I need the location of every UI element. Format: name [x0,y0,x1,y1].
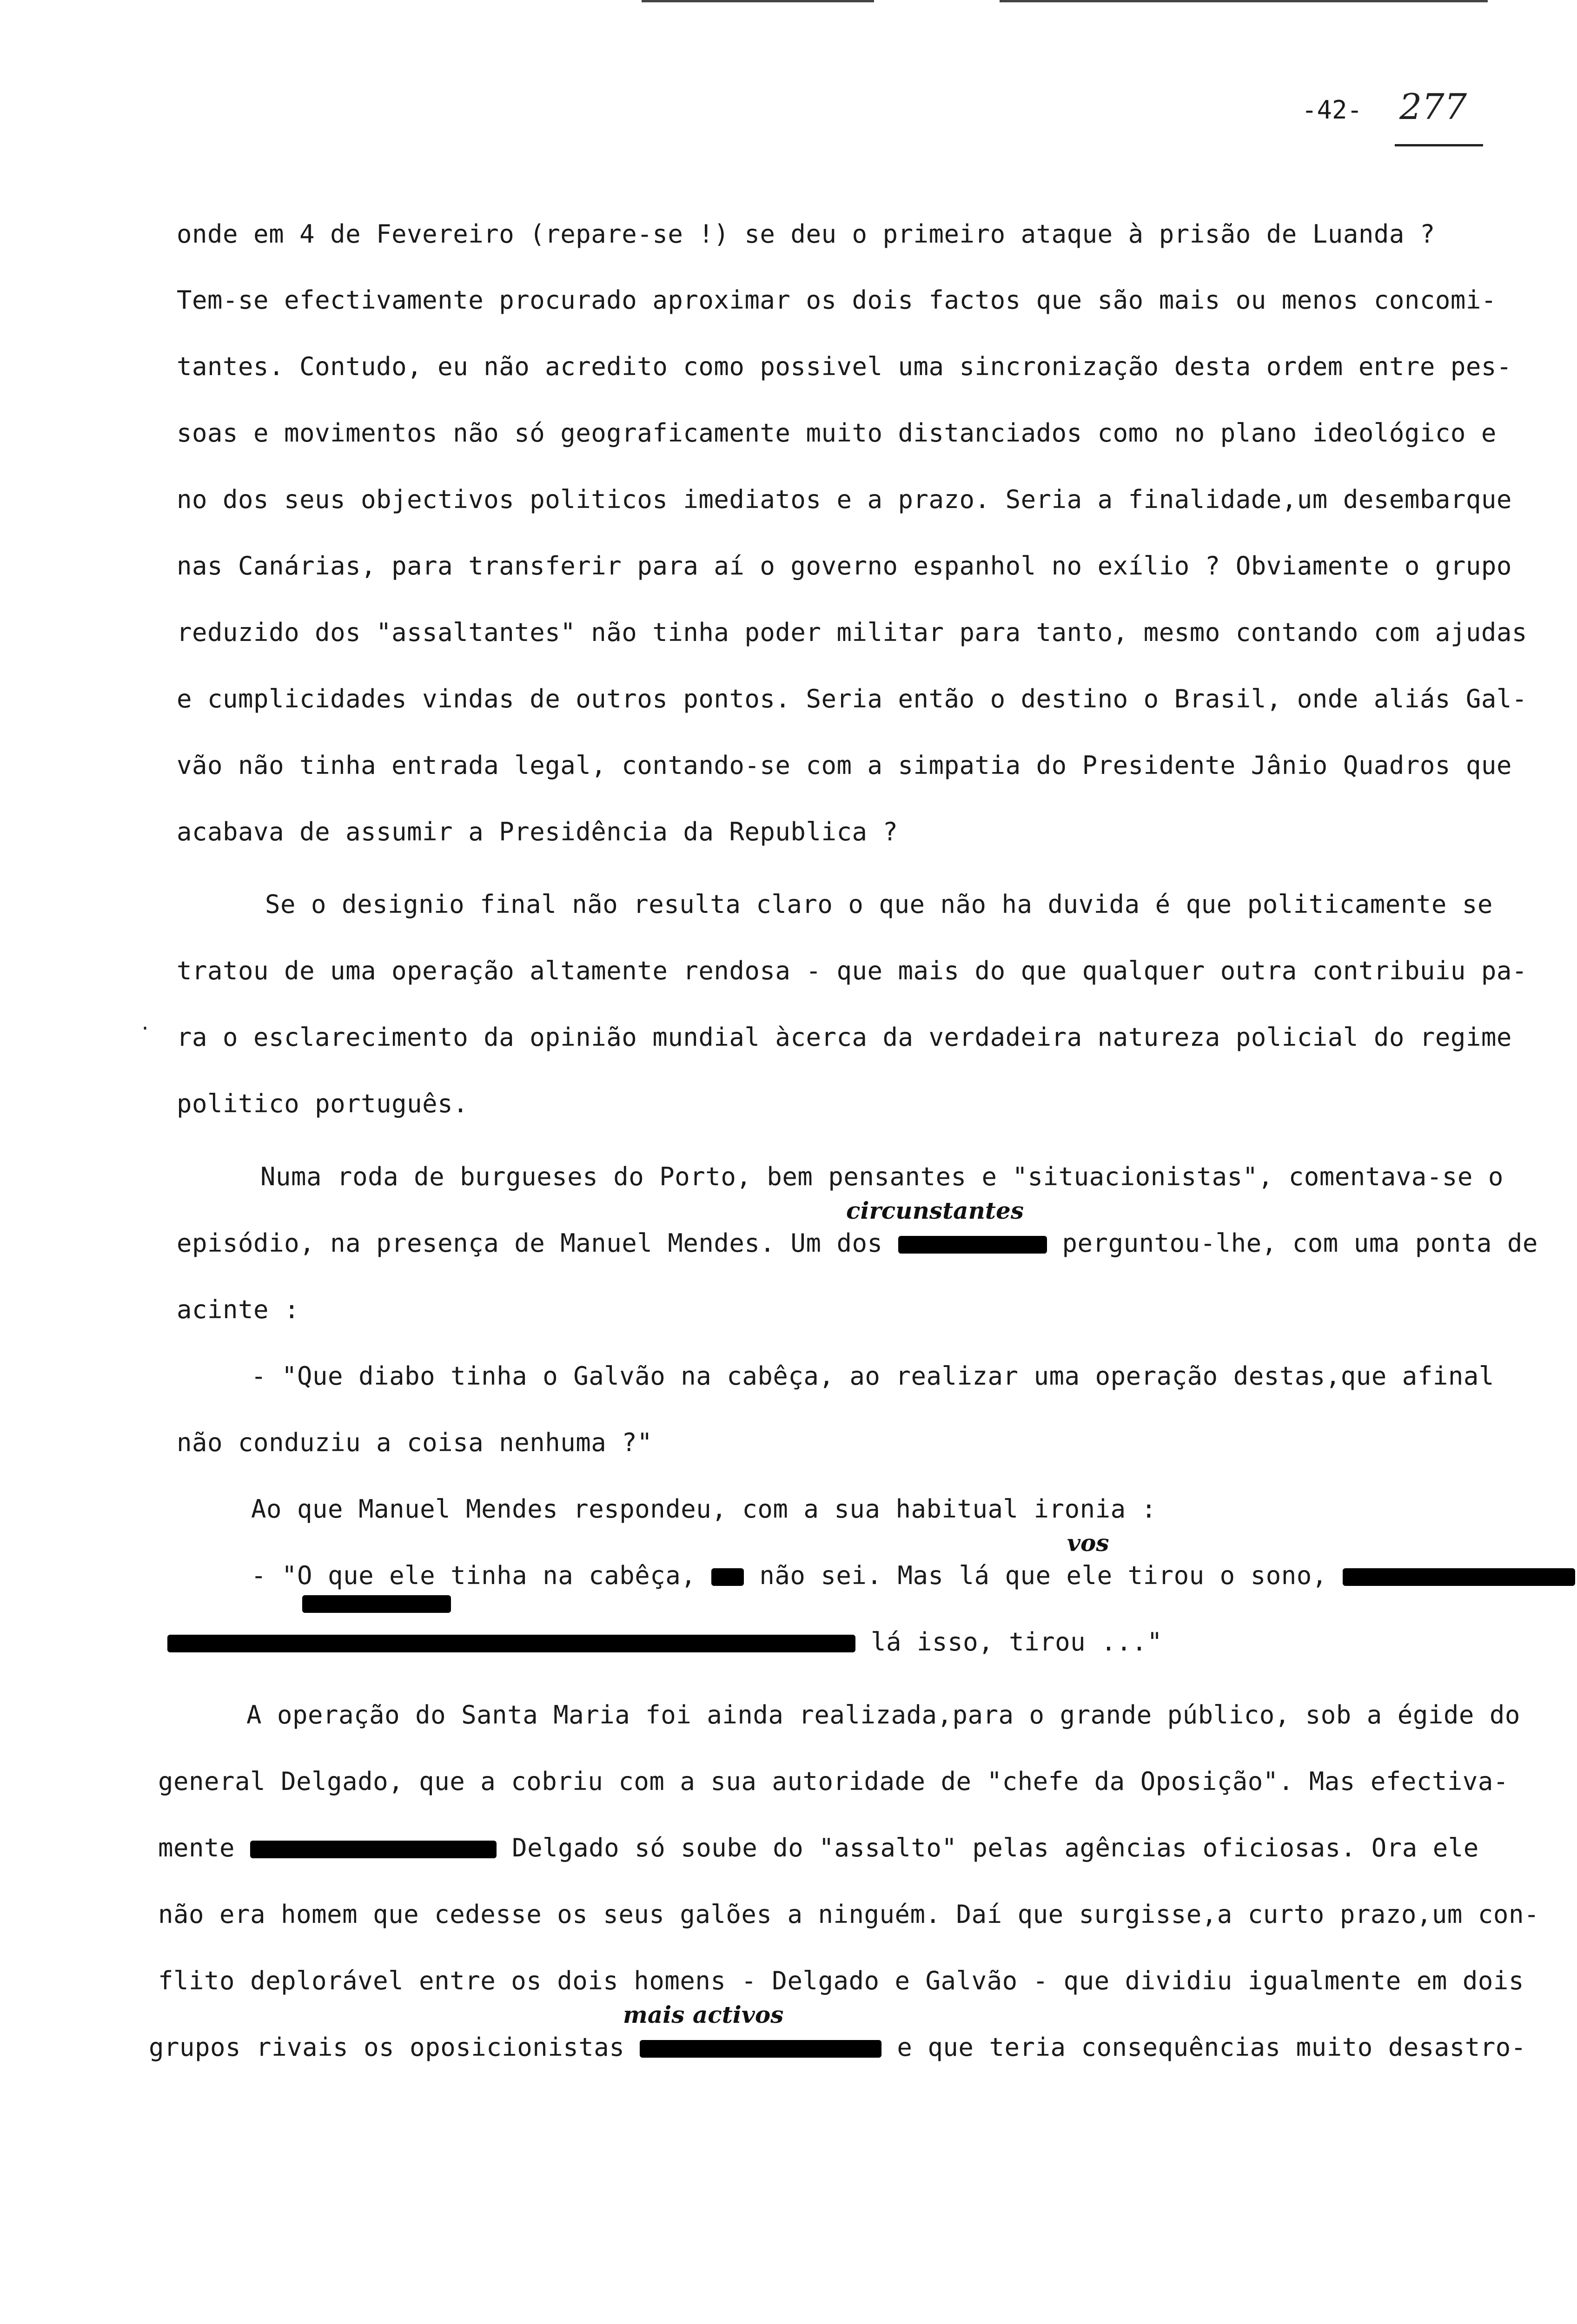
text-segment: não sei. Mas lá que ele [759,1561,1113,1590]
text-line: tratou de uma operação altamente rendosa - que mais do que qualquer outra contribuiu pa- [177,956,1527,985]
text-line [158,1833,1479,1862]
text-segment: episódio, na presença de Manuel Mendes. Um dos [177,1228,883,1258]
redaction-bar [250,1841,497,1858]
text-line: Tem-se efectivamente procurado aproximar os dois factos que são mais ou menos concomi- [177,285,1497,315]
text-line [177,1228,1538,1258]
text-line: A operação do Santa Maria foi ainda realizada,para o grande público, sob a égide do [246,1700,1520,1730]
margin-mark: · [139,1018,151,1039]
text-line: não conduziu a coisa nenhuma ?" [177,1428,653,1457]
text-line: - "Que diabo tinha o Galvão na cabêça, ao realizar uma operação destas,que afinal [251,1361,1494,1391]
redaction-bar [711,1568,744,1586]
handwritten-folio: 277 [1399,86,1467,127]
folio-underline [1395,144,1483,146]
top-border-line [1000,0,1488,2]
top-border-line [642,0,874,2]
text-segment: e que teria consequências muito desastro- [897,2033,1526,2062]
text-line: e cumplicidades vindas de outros pontos. Seria então o destino o Brasil, onde aliás Gal- [177,684,1527,713]
handwritten-insertion: circunstantes [846,1197,1024,1224]
text-line: Se o designio final não resulta claro o que não ha duvida é que politicamente se [265,890,1493,919]
page-number: -42- [1302,95,1363,125]
text-line [149,2033,1526,2062]
text-line: politico português. [177,1089,469,1118]
text-line: Ao que Manuel Mendes respondeu, com a sua habitual ironia : [251,1494,1157,1524]
redaction-bar [302,1595,451,1613]
text-line: nas Canárias, para transferir para aí o governo espanhol no exílio ? Obviamente o grupo [177,551,1512,581]
text-line: vão não tinha entrada legal, contando-se com a simpatia do Presidente Jânio Quadros que [177,751,1512,780]
text-segment: mente [158,1833,235,1862]
redaction-bar [1343,1568,1575,1586]
text-segment: Delgado só soube do "assalto" pelas agências oficiosas. Ora ele [512,1833,1479,1862]
text-line [167,1627,1162,1657]
text-line: general Delgado, que a cobriu com a sua autoridade de "chefe da Oposição". Mas efectiva- [158,1767,1509,1796]
handwritten-insertion: mais activos [623,2001,784,2028]
text-line: no dos seus objectivos politicos imediatos e a prazo. Seria a finalidade,um desembarque [177,485,1512,514]
text-line: onde em 4 de Fevereiro (repare-se !) se deu o primeiro ataque à prisão de Luanda ? [177,219,1435,249]
text-segment: tirou o sono, [1127,1561,1327,1590]
text-line: reduzido dos "assaltantes" não tinha poder militar para tanto, mesmo contando com ajudas [177,618,1527,647]
text-line: ra o esclarecimento da opinião mundial àcerca da verdadeira natureza policial do regime [177,1023,1512,1052]
text-segment: lá isso, tirou ..." [871,1627,1163,1657]
text-line: tantes. Contudo, eu não acredito como possivel uma sincronização desta ordem entre pes- [177,352,1512,381]
redaction-bar [640,2040,881,2058]
text-line: Numa roda de burgueses do Porto, bem pensantes e "situacionistas", comentava-se o [260,1162,1504,1191]
text-line: soas e movimentos não só geograficamente muito distanciados como no plano ideológico e [177,418,1497,448]
redaction-bar [898,1236,1047,1254]
handwritten-insertion: vos [1067,1529,1109,1557]
text-segment: grupos rivais os oposicionistas [149,2033,625,2062]
text-line: flito deplorável entre os dois homens - Delgado e Galvão - que dividiu igualmente em dois [158,1966,1524,1995]
text-line: acinte : [177,1295,300,1324]
text-line [251,1561,1575,1590]
text-segment: perguntou-lhe, com uma ponta de [1062,1228,1538,1258]
text-segment: - "O que ele tinha na cabêça, [251,1561,696,1590]
text-line: acabava de assumir a Presidência da Republica ? [177,817,898,846]
redaction-bar [167,1635,855,1652]
text-line: não era homem que cedesse os seus galões a ninguém. Daí que surgisse,a curto prazo,um con- [158,1900,1539,1929]
